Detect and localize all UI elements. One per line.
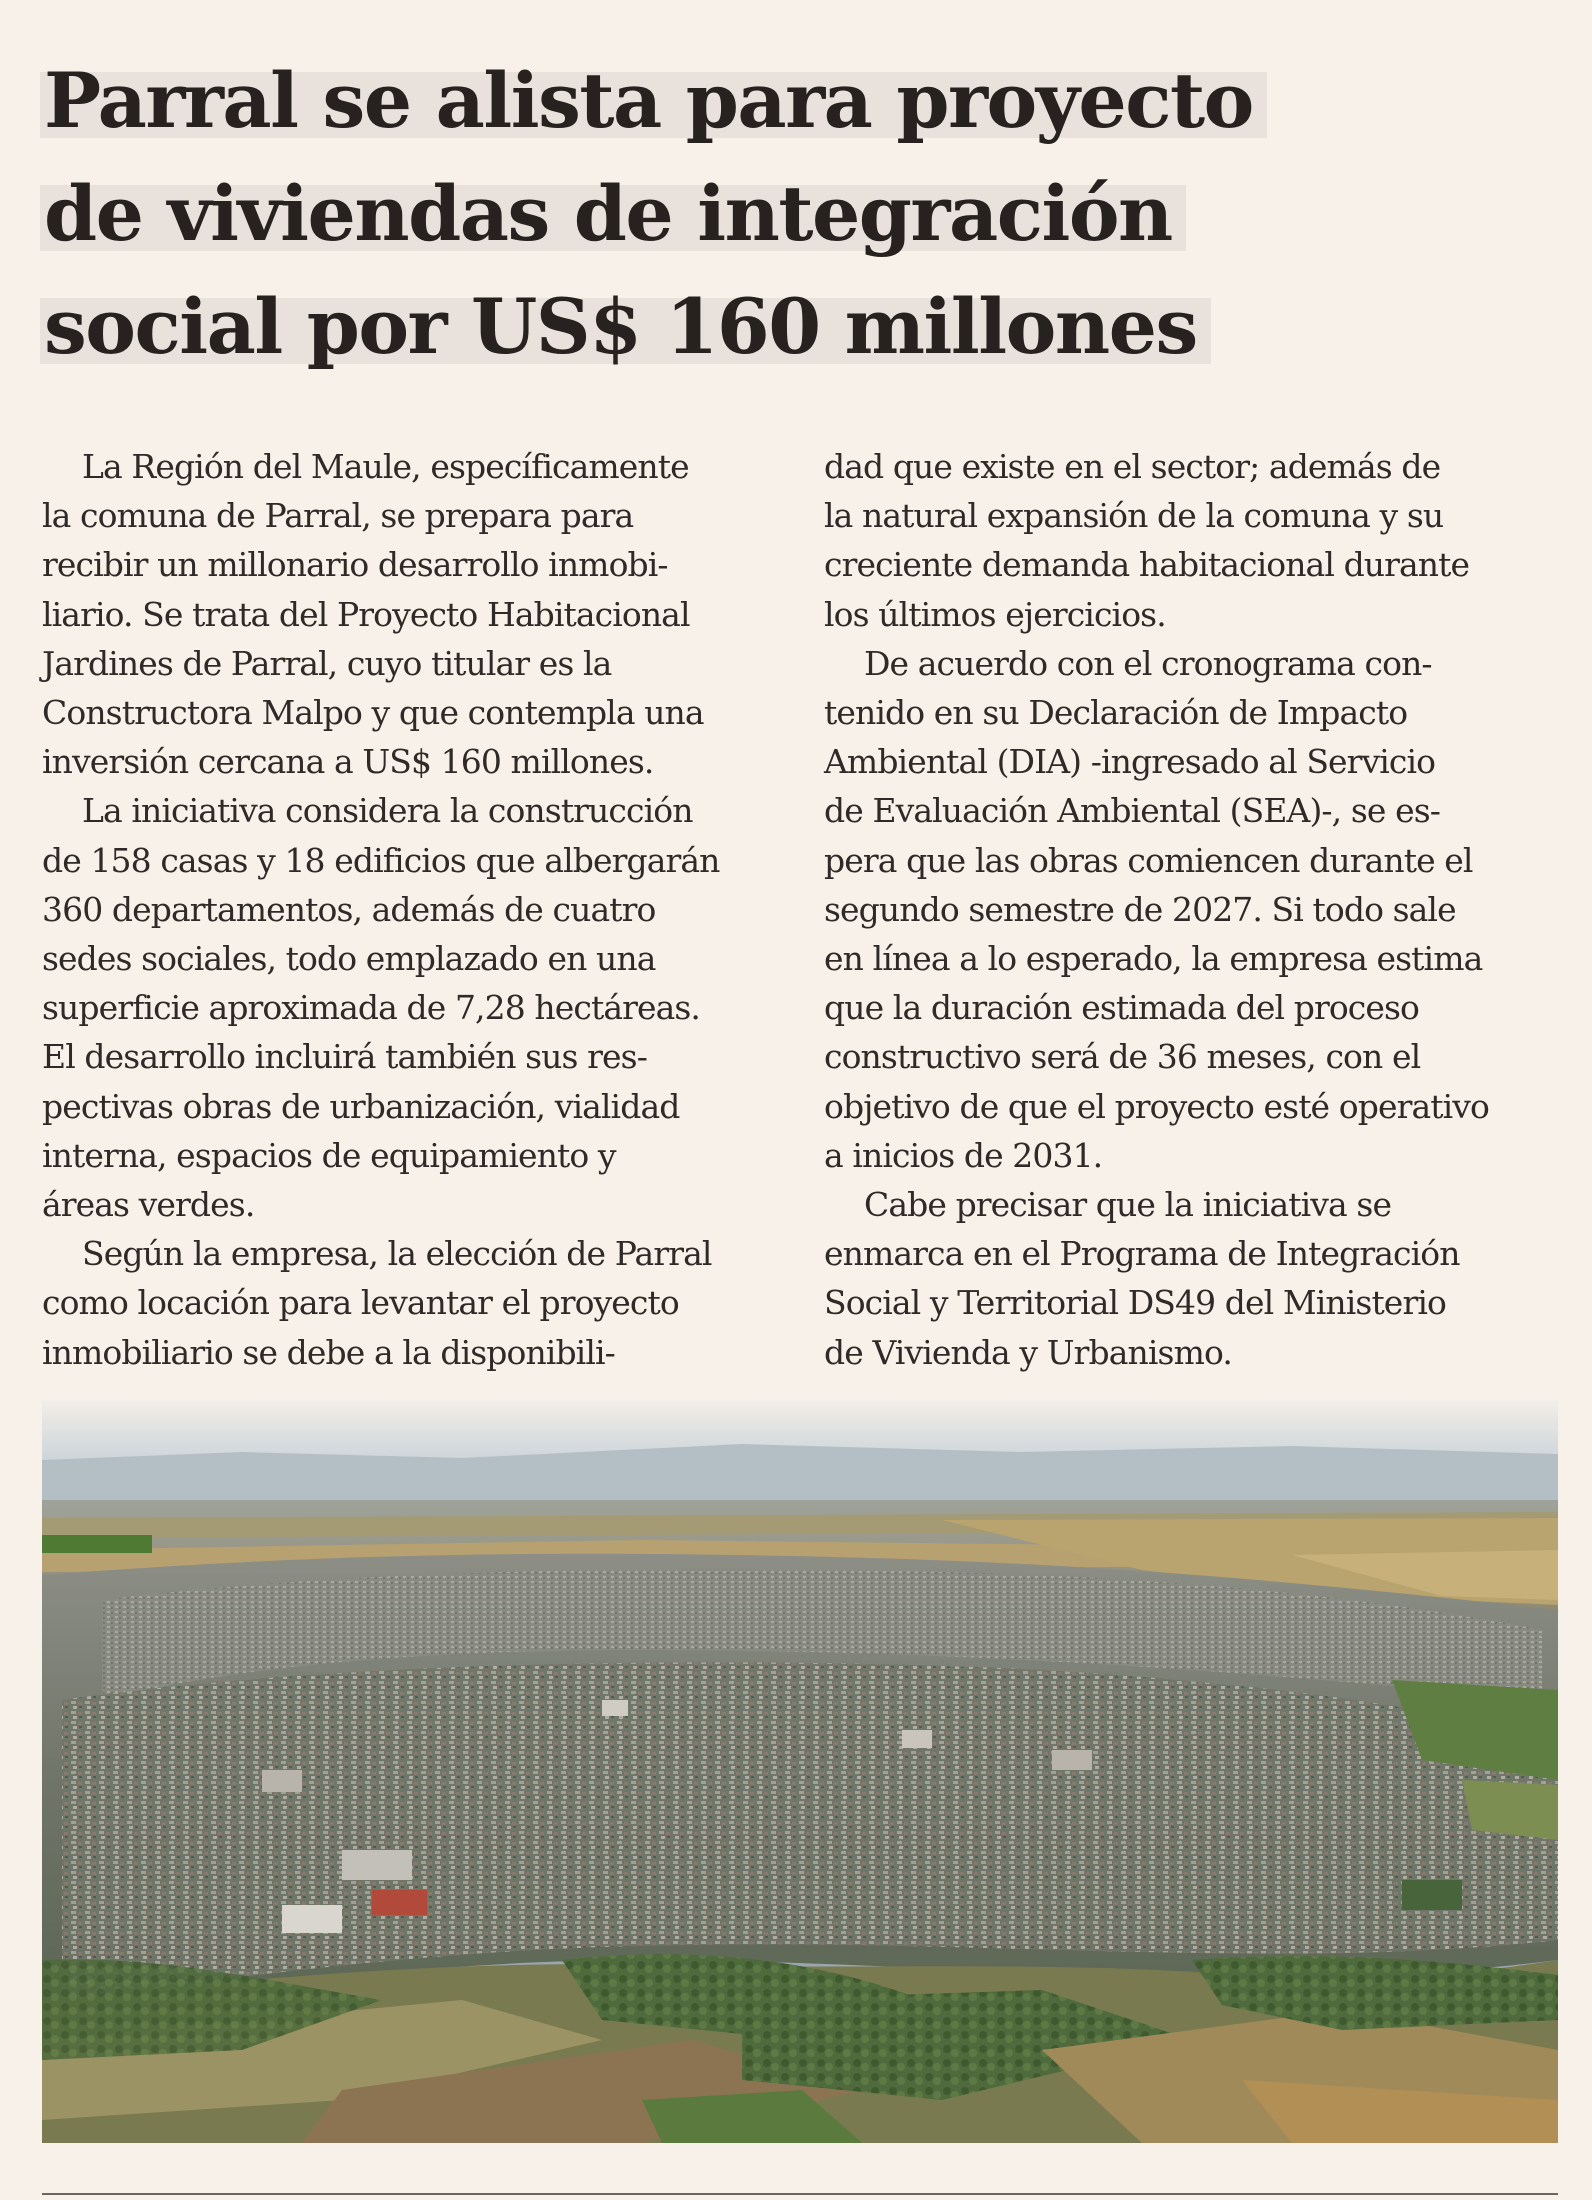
text-line: los últimos ejercicios. <box>824 594 1166 634</box>
article-column-right <box>824 442 1564 1377</box>
text-line: Constructora Malpo y que contempla una <box>42 693 704 733</box>
text-line: inmobiliario se debe a la disponibili- <box>42 1332 615 1372</box>
bottom-divider <box>42 2193 1558 2195</box>
text-line: Cabe precisar que la iniciativa se <box>864 1185 1392 1225</box>
text-line: enmarca en el Programa de Integración <box>824 1234 1460 1274</box>
text-line: El desarrollo incluirá también sus res- <box>42 1037 647 1077</box>
headline-line: de viviendas de integración <box>40 157 1360 270</box>
text-line: a inicios de 2031. <box>824 1135 1103 1175</box>
text-line: la natural expansión de la comuna y su <box>824 496 1444 536</box>
text-line: sedes sociales, todo emplazado en una <box>42 939 656 979</box>
text-line: tenido en su Declaración de Impacto <box>824 693 1408 733</box>
text-line: áreas verdes. <box>42 1185 255 1225</box>
text-line: de Vivienda y Urbanismo. <box>824 1332 1232 1372</box>
text-line: De acuerdo con el cronograma con- <box>864 643 1432 683</box>
aerial-city-photo <box>42 1400 1558 2143</box>
text-line: que la duración estimada del proceso <box>824 988 1420 1028</box>
text-line: en línea a lo esperado, la empresa estima <box>824 939 1483 979</box>
text-line: como locación para levantar el proyecto <box>42 1283 679 1323</box>
text-line: superficie aproximada de 7,28 hectáreas. <box>42 988 701 1028</box>
text-line: pera que las obras comiencen durante el <box>824 840 1473 880</box>
text-line: recibir un millonario desarrollo inmobi- <box>42 545 668 585</box>
text-line: dad que existe en el sector; además de <box>824 447 1441 486</box>
text-line: la comuna de Parral, se prepara para <box>42 496 634 536</box>
text-line: inversión cercana a US$ 160 millones. <box>42 742 654 782</box>
text-line: segundo semestre de 2027. Si todo sale <box>824 889 1456 929</box>
text-line: liario. Se trata del Proyecto Habitacional <box>42 594 690 634</box>
text-line: pectivas obras de urbanización, vialidad <box>42 1086 680 1126</box>
text-line: 360 departamentos, además de cuatro <box>42 889 656 929</box>
headline-line: social por US$ 160 millones <box>40 270 1360 383</box>
headline <box>40 44 1360 383</box>
text-line: Según la empresa, la elección de Parral <box>82 1234 712 1274</box>
text-line: Jardines de Parral, cuyo titular es la <box>42 643 612 683</box>
text-line: interna, espacios de equipamiento y <box>42 1135 616 1175</box>
text-line: La Región del Maule, específicamente <box>82 447 689 486</box>
text-line: Social y Territorial DS49 del Ministerio <box>824 1283 1446 1323</box>
text-line: creciente demanda habitacional durante <box>824 545 1470 585</box>
text-line: de 158 casas y 18 edificios que albergarán <box>42 840 720 880</box>
headline-line: Parral se alista para proyecto <box>40 44 1360 157</box>
text-line: de Evaluación Ambiental (SEA)-, se es- <box>824 791 1441 831</box>
text-line: objetivo de que el proyecto esté operativo <box>824 1086 1489 1126</box>
text-line: La iniciativa considera la construcción <box>82 791 693 831</box>
text-line: Ambiental (DIA) -ingresado al Servicio <box>824 742 1436 782</box>
aerial-photo-illustration <box>42 1400 1558 2143</box>
article-column-left <box>42 442 782 1377</box>
text-line: constructivo será de 36 meses, con el <box>824 1037 1421 1077</box>
